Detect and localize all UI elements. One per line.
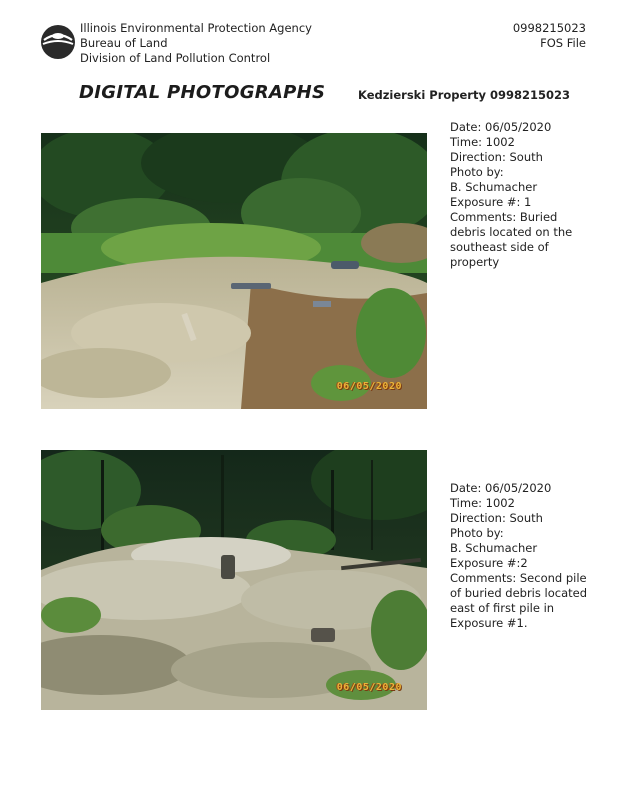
document-type: FOS File	[540, 36, 586, 50]
division-name: Division of Land Pollution Control	[80, 51, 271, 65]
document-number: 0998215023	[512, 21, 586, 35]
property-title: Kedzierski Property 0998215023	[357, 88, 570, 102]
illinois-epa-logo-icon	[40, 24, 76, 60]
document-id-block	[513, 21, 586, 51]
caption-photo-by-label: Photo by:	[450, 165, 504, 179]
caption-exposure: Exposure #: 1	[450, 195, 532, 209]
caption-photo-by-label: Photo by:	[450, 526, 504, 540]
agency-block	[80, 21, 312, 66]
caption-direction: Direction: South	[450, 150, 543, 164]
caption-photographer: B. Schumacher	[450, 180, 538, 194]
caption-comments: Comments: Second pile of buried debris located east of first pile in Exposure #1.	[450, 571, 588, 630]
caption-time: Time: 1002	[450, 135, 515, 149]
caption-date: Date: 06/05/2020	[450, 120, 552, 134]
caption-direction: Direction: South	[450, 511, 543, 525]
bureau-name: Bureau of Land	[80, 36, 168, 50]
photo-exposure-2	[41, 450, 427, 710]
caption-photographer: B. Schumacher	[450, 541, 538, 555]
photo-caption-2	[450, 481, 590, 631]
photo-caption-1	[450, 120, 590, 270]
photo-date-stamp: 06/05/2020	[336, 682, 402, 693]
photo-date-stamp: 06/05/2020	[336, 381, 402, 392]
caption-comments: Comments: Buried debris located on the southeast side of property	[450, 210, 573, 269]
caption-date: Date: 06/05/2020	[450, 481, 552, 495]
caption-exposure: Exposure #:2	[450, 556, 528, 570]
caption-time: Time: 1002	[450, 496, 515, 510]
agency-name: Illinois Environmental Protection Agency	[80, 21, 312, 35]
page-title: DIGITAL PHOTOGRAPHS	[79, 82, 326, 103]
photo-exposure-1	[41, 133, 427, 409]
